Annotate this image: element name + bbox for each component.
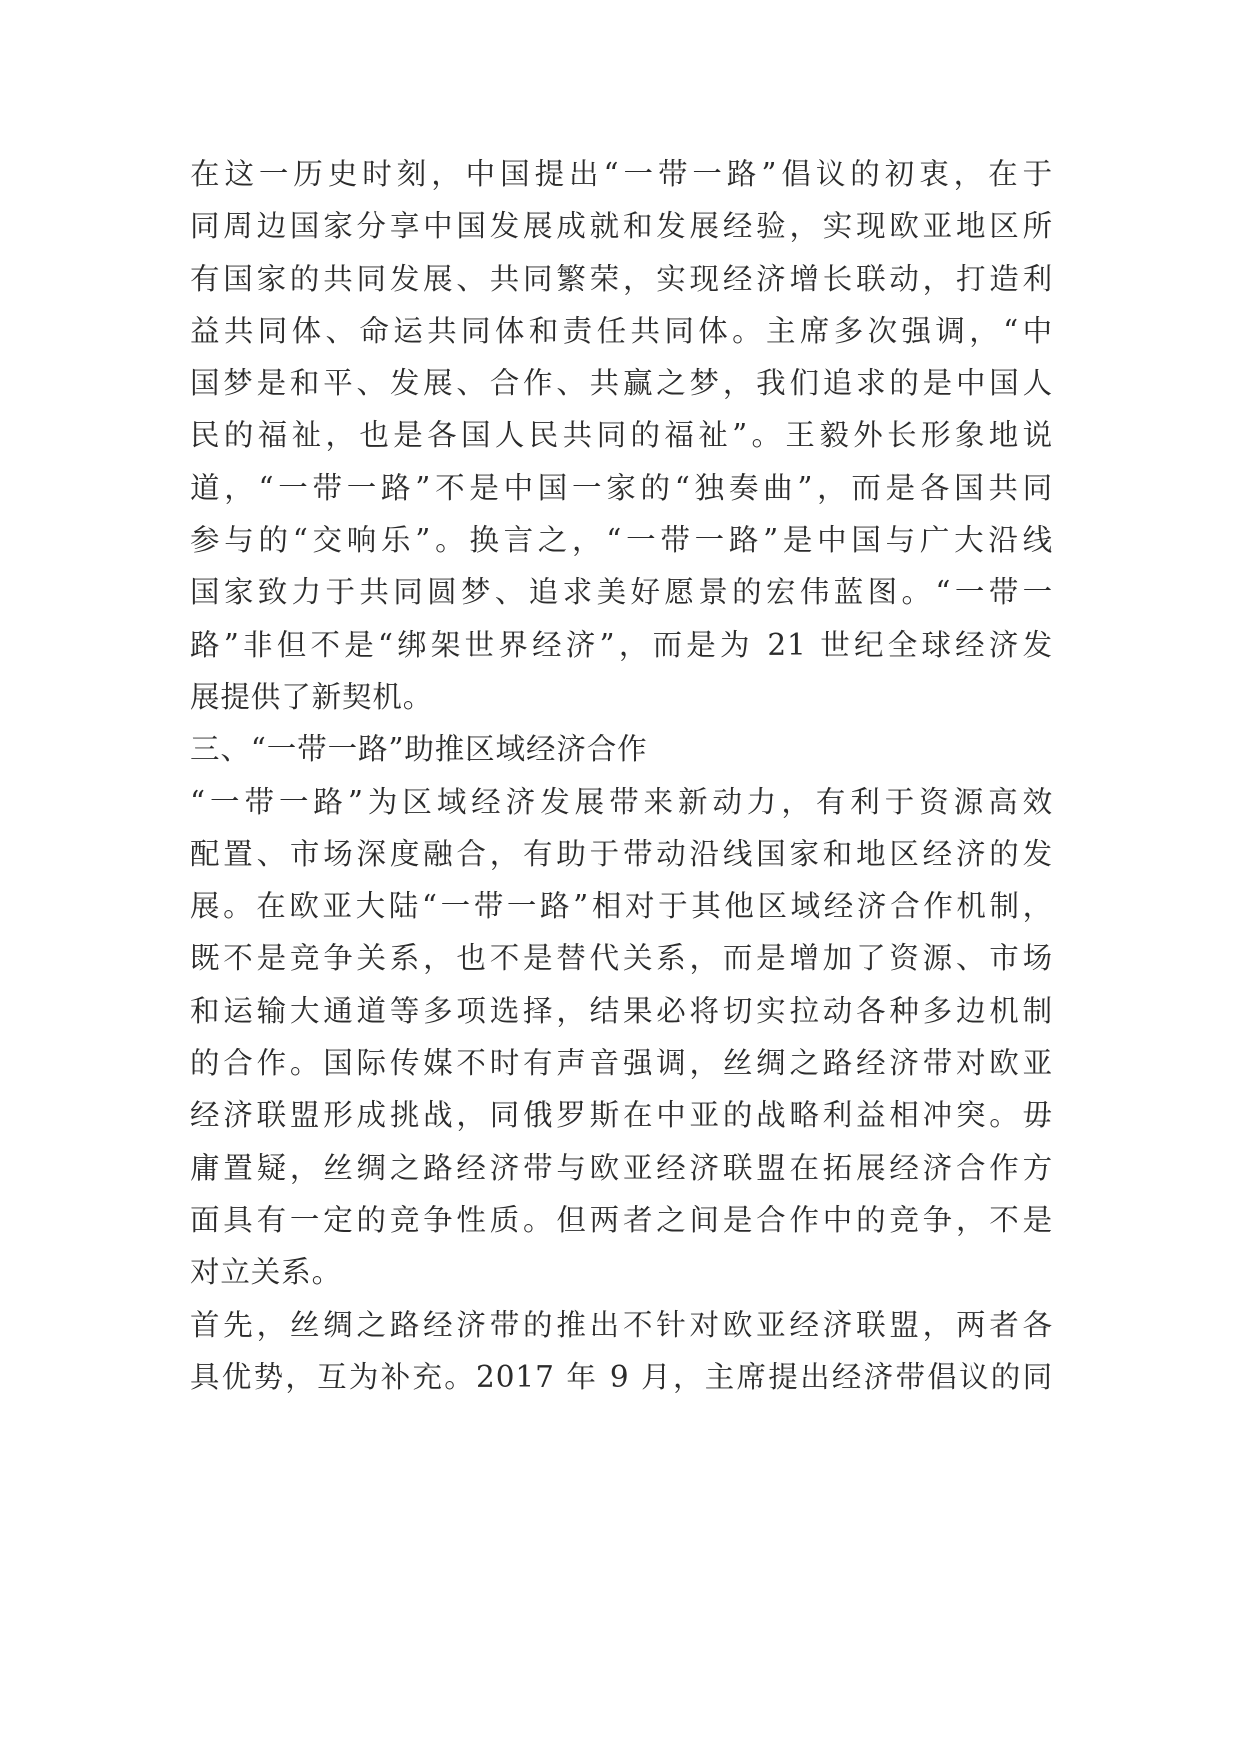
text-line: 的合作。国际传媒不时有声音强调，丝绸之路经济带对欧亚 [190, 1046, 1053, 1081]
text-line: 有国家的共同发展、共同繁荣，实现经济增长联动，打造利 [190, 261, 1053, 296]
paragraph-2 [190, 776, 1053, 1299]
text-line: 展。在欧亚大陆“一带一路”相对于其他区域经济合作机制， [190, 889, 1053, 924]
text-line: 首先，丝绸之路经济带的推出不针对欧亚经济联盟，两者各 [190, 1307, 1053, 1342]
paragraph-1 [190, 148, 1053, 723]
text-line: 同周边国家分享中国发展成就和发展经验，实现欧亚地区所 [190, 209, 1053, 244]
paragraph-3 [190, 1299, 1053, 1404]
text-line: 路”非但不是“绑架世界经济”，而是为 21 世纪全球经济发 [190, 627, 1053, 662]
text-line: 国家致力于共同圆梦、追求美好愿景的宏伟蓝图。“一带一 [190, 575, 1053, 610]
text-line: 对立关系。 [190, 1255, 343, 1290]
text-line: 和运输大通道等多项选择，结果必将切实拉动各种多边机制 [190, 993, 1053, 1028]
text-line: 参与的“交响乐”。换言之，“一带一路”是中国与广大沿线 [190, 523, 1053, 558]
text-line: 面具有一定的竞争性质。但两者之间是合作中的竞争，不是 [190, 1202, 1053, 1237]
text-line: 庸置疑，丝绸之路经济带与欧亚经济联盟在拓展经济合作方 [190, 1150, 1053, 1185]
section-heading [190, 723, 1053, 775]
text-line: 具优势，互为补充。2017 年 9 月，主席提出经济带倡议的同 [190, 1359, 1053, 1394]
text-line: 既不是竞争关系，也不是替代关系，而是增加了资源、市场 [190, 941, 1053, 976]
text-line: 在这一历史时刻，中国提出“一带一路”倡议的初衷，在于 [190, 157, 1053, 191]
text-line: 经济联盟形成挑战，同俄罗斯在中亚的战略利益相冲突。毋 [190, 1098, 1053, 1133]
text-line: 民的福祉，也是各国人民共同的福祉”。王毅外长形象地说 [190, 418, 1053, 453]
text-line: 配置、市场深度融合，有助于带动沿线国家和地区经济的发 [190, 836, 1053, 871]
text-line: “一带一路”为区域经济发展带来新动力，有利于资源高效 [190, 784, 1053, 819]
text-line: 道，“一带一路”不是中国一家的“独奏曲”，而是各国共同 [190, 470, 1053, 505]
text-line: 益共同体、命运共同体和责任共同体。主席多次强调，“中 [190, 313, 1053, 348]
document-page [190, 148, 1053, 1403]
text-line: 国梦是和平、发展、合作、共赢之梦，我们追求的是中国人 [190, 366, 1053, 401]
text-line: 展提供了新契机。 [190, 679, 434, 714]
heading-text: 三、“一带一路”助推区域经济合作 [190, 732, 648, 767]
